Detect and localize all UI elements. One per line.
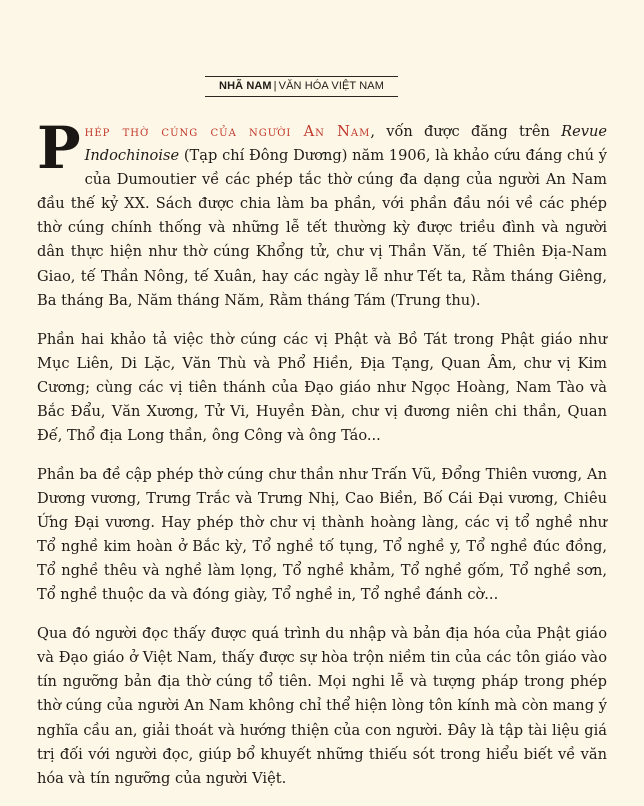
intro-text-1: , vốn được đăng trên xyxy=(370,123,562,140)
publisher-name: NHÃ NAM xyxy=(219,80,272,92)
intro-text-2: (Tạp chí Đông Dương) năm 1906, là khảo cứu đáng chú ý của Dumoutier về các phép tắc thờ cúng đa dạng của người An Nam đầu thế kỷ XX. Sách được chia làm ba phần, với phần đầu nói về các phép thờ cúng chính thống và những lễ tết thường kỳ được triều đình và người dân thực hiện như thờ cúng Khổng tử, chư vị Thần Văn, tế Thiên Địa-Nam Giao, tế Thần Nông, tế Xuân, hay các ngày lễ như Tết ta, Rằm tháng Giêng, Ba tháng Ba, Năm tháng Năm, Rằm tháng Tám (Trung thu). xyxy=(37,147,607,309)
body-text xyxy=(37,114,607,806)
book-title-lead: hép thờ cúng của người An Nam xyxy=(84,123,371,140)
paragraph-conclusion: Qua đó người đọc thấy được quá trình du nhập và bản địa hóa của Phật giáo và Đạo giáo ở Việt Nam, thấy được sự hòa trộn niềm tin của các tôn giáo vào tín ngưỡng bản địa thờ cúng tổ tiên. Mọi nghi lễ và tượng pháp trong phép thờ cúng của người An Nam không chỉ thể hiện lòng tôn kính mà còn mang ý nghĩa cầu an, giải thoát và hướng thiện của con người. Đây là tập tài liệu giá trị đối với người đọc, giúp bổ khuyết những thiếu sót trong hiểu biết về văn hóa và tín ngưỡng của người Việt. xyxy=(37,625,607,787)
series-header xyxy=(205,76,398,97)
drop-cap-letter: P xyxy=(37,114,81,182)
header-separator: | xyxy=(273,80,277,92)
paragraph-part-two: Phần hai khảo tả việc thờ cúng các vị Phật và Bồ Tát trong Phật giáo như Mục Liên, Di Lặc, Văn Thù và Phổ Hiền, Địa Tạng, Quan Âm, chư vị Kim Cương; cùng các vị tiên thánh của Đạo giáo như Ngọc Hoàng, Nam Tào và Bắc Đẩu, Văn Xương, Tử Vi, Huyền Đàn, chư vị đương niên chi thần, Quan Đế, Thổ địa Long thần, ông Công và ông Táo... xyxy=(37,330,607,444)
journal-title: Revue Indochinoise xyxy=(84,123,607,165)
paragraph-part-three: Phần ba đề cập phép thờ cúng chư thần như Trấn Vũ, Đổng Thiên vương, An Dương vương, Trưng Trắc và Trưng Nhị, Cao Biền, Bố Cái Đại vương, Chiêu Ứng Đại vương. Hay phép thờ chư vị thành hoàng làng, các vị tổ nghề như Tổ nghề kim hoàn ở Bắc kỳ, Tổ nghề tố tụng, Tổ nghề y, Tổ nghề đúc đồng, Tổ nghề thêu và nghề làm lọng, Tổ nghề khảm, Tổ nghề gốm, Tổ nghề sơn, Tổ nghề thuộc da và đóng giày, Tổ nghề in, Tổ nghề đánh cờ... xyxy=(37,465,607,604)
series-name: VĂN HÓA VIỆT NAM xyxy=(278,80,384,92)
paragraph-intro xyxy=(37,114,607,313)
